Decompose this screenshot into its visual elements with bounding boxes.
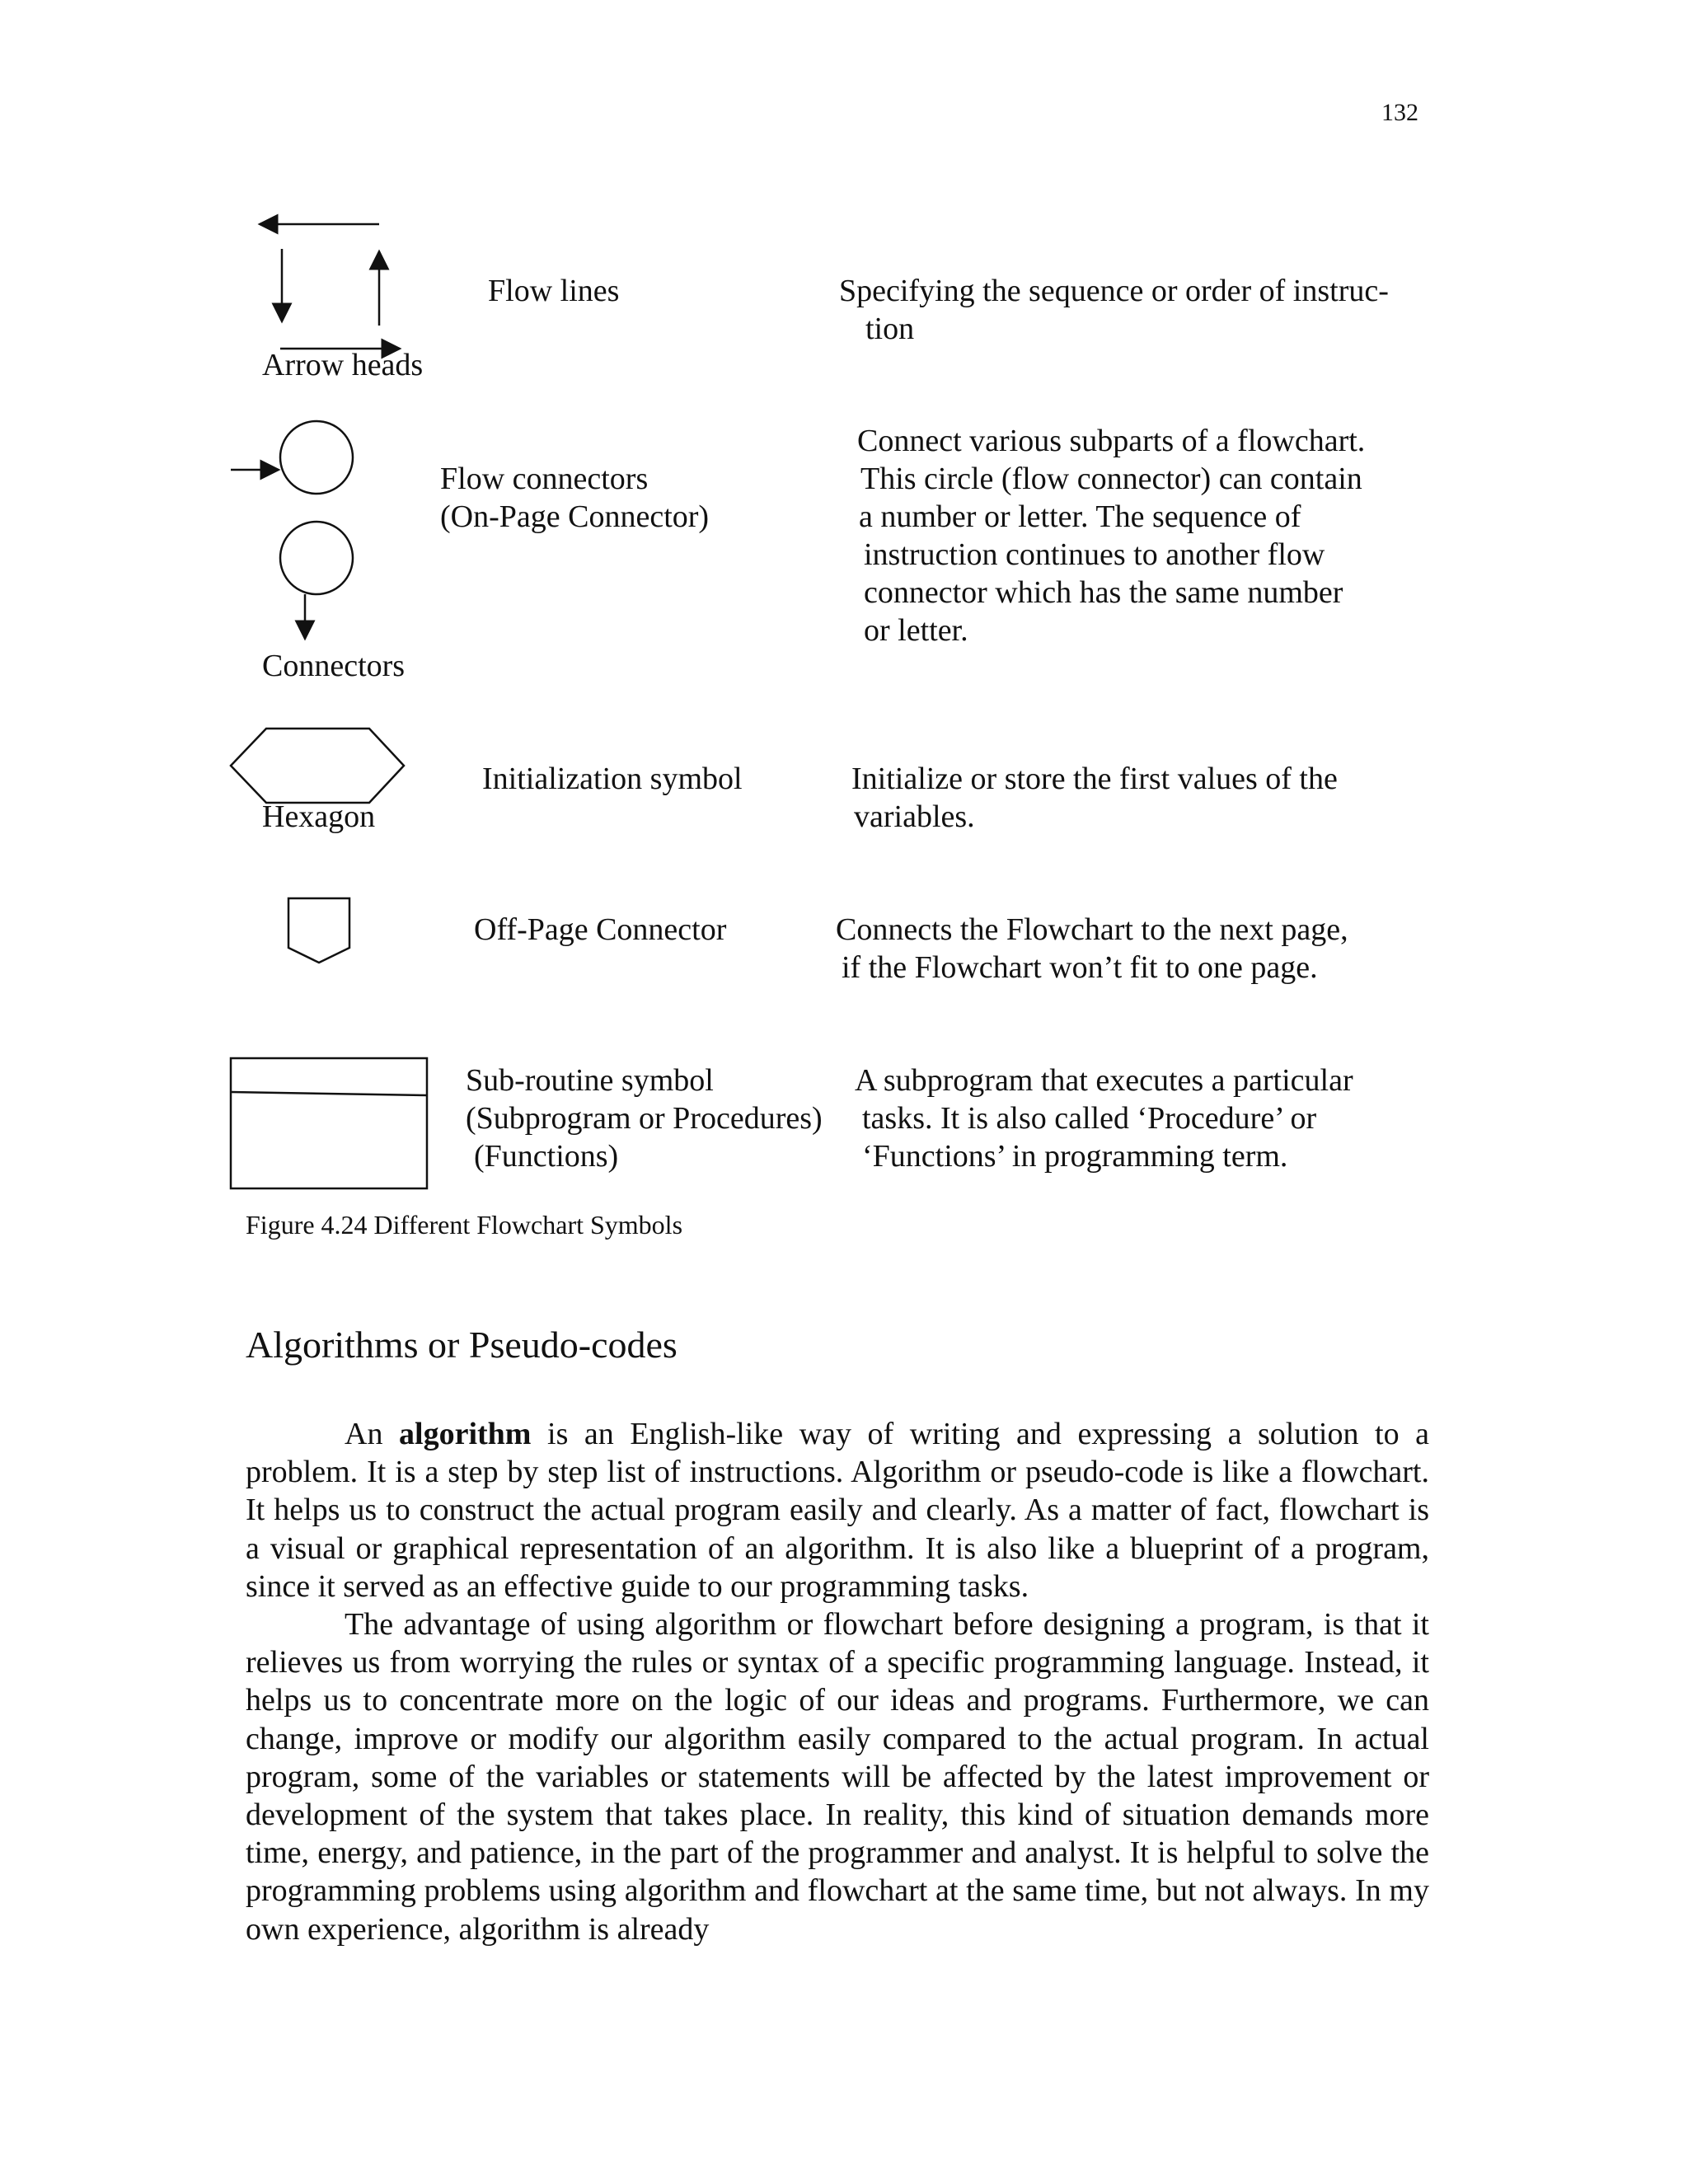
paragraph-1 (246, 1415, 1429, 1605)
flow-connector-icon (231, 416, 371, 647)
subroutine-name-2: (Subprogram or Procedures) (466, 1101, 823, 1136)
p1-rest: is an English-like way of writing and expressing a solution to a problem. It is a step by step list of instructions. Algorithm or pseudo-code is like a flowchart. It helps us to construct the actual program easily and clearly. As a matter of fact, flowchart is a visual or graphical representation of an algorithm. It is also like a blueprint of a program, since it served as an effective guide to our programming tasks. (246, 1417, 1429, 1604)
algorithm-term: algorithm (399, 1417, 532, 1451)
flow-connectors-name-2: (On-Page Connector) (440, 499, 710, 534)
subroutine-name-1: Sub-routine symbol (466, 1063, 714, 1098)
figure-caption: Figure 4.24 Different Flowchart Symbols (246, 1210, 683, 1240)
subroutine-desc-3: ‘Functions’ in programming term. (862, 1139, 1288, 1174)
off-page-connector-icon (287, 897, 353, 967)
subroutine-icon (229, 1057, 431, 1193)
flow-connectors-desc-5: connector which has the same number (864, 575, 1343, 610)
flow-connectors-name-1: Flow connectors (440, 462, 649, 496)
flow-connectors-desc-6: or letter. (864, 613, 968, 648)
hexagon-label: Hexagon (262, 799, 376, 834)
flow-lines-desc-1: Specifying the sequence or order of instruc- (839, 274, 1389, 308)
p1-start: An (345, 1417, 400, 1451)
paragraph-2: The advantage of using algorithm or flowchart before designing a program, is that it relieves us from worrying the rules or syntax of a specific programming language. Instead, it helps us to concentrate more on the logic of our ideas and programs. Furthermore, we can change, improve or modify our algorithm easily compared to the actual program. In actual program, some of the variables or statements will be affected by the latest improvement or development of the system that takes place. In reality, this kind of situation demands more time, energy, and patience, in the part of the programmer and analyst. It is helpful to solve the programming problems using algorithm and flowchart at the same time, but not always. In my own experience, algorithm is already (246, 1607, 1429, 1947)
subroutine-desc-1: A subprogram that executes a particular (855, 1063, 1353, 1098)
off-page-connector-desc-1: Connects the Flowchart to the next page, (836, 912, 1348, 947)
flow-lines-desc-2: tion (865, 312, 915, 346)
initialization-desc-1: Initialize or store the first values of the (851, 762, 1338, 796)
connectors-label: Connectors (262, 649, 406, 683)
arrow-heads-label: Arrow heads (262, 348, 424, 382)
subroutine-desc-2: tasks. It is also called ‘Procedure’ or (862, 1101, 1317, 1136)
flow-connectors-desc-2: This circle (flow connector) can contain (860, 462, 1362, 496)
hexagon-icon (229, 727, 406, 805)
body-text (246, 1415, 1429, 1948)
off-page-connector-desc-2: if the Flowchart won’t fit to one page. (842, 950, 1318, 985)
off-page-connector-name: Off-Page Connector (474, 912, 727, 947)
arrow-heads-icon (247, 214, 412, 363)
initialization-desc-2: variables. (854, 799, 975, 834)
page-number: 132 (1381, 99, 1418, 126)
initialization-name: Initialization symbol (482, 762, 743, 796)
flow-connectors-desc-3: a number or letter. The sequence of (859, 499, 1301, 534)
flow-lines-name: Flow lines (488, 274, 620, 308)
subroutine-name-3: (Functions) (474, 1139, 619, 1174)
flow-connectors-desc-1: Connect various subparts of a flowchart. (857, 424, 1366, 458)
section-heading: Algorithms or Pseudo-codes (246, 1324, 678, 1366)
flow-connectors-desc-4: instruction continues to another flow (864, 537, 1325, 572)
